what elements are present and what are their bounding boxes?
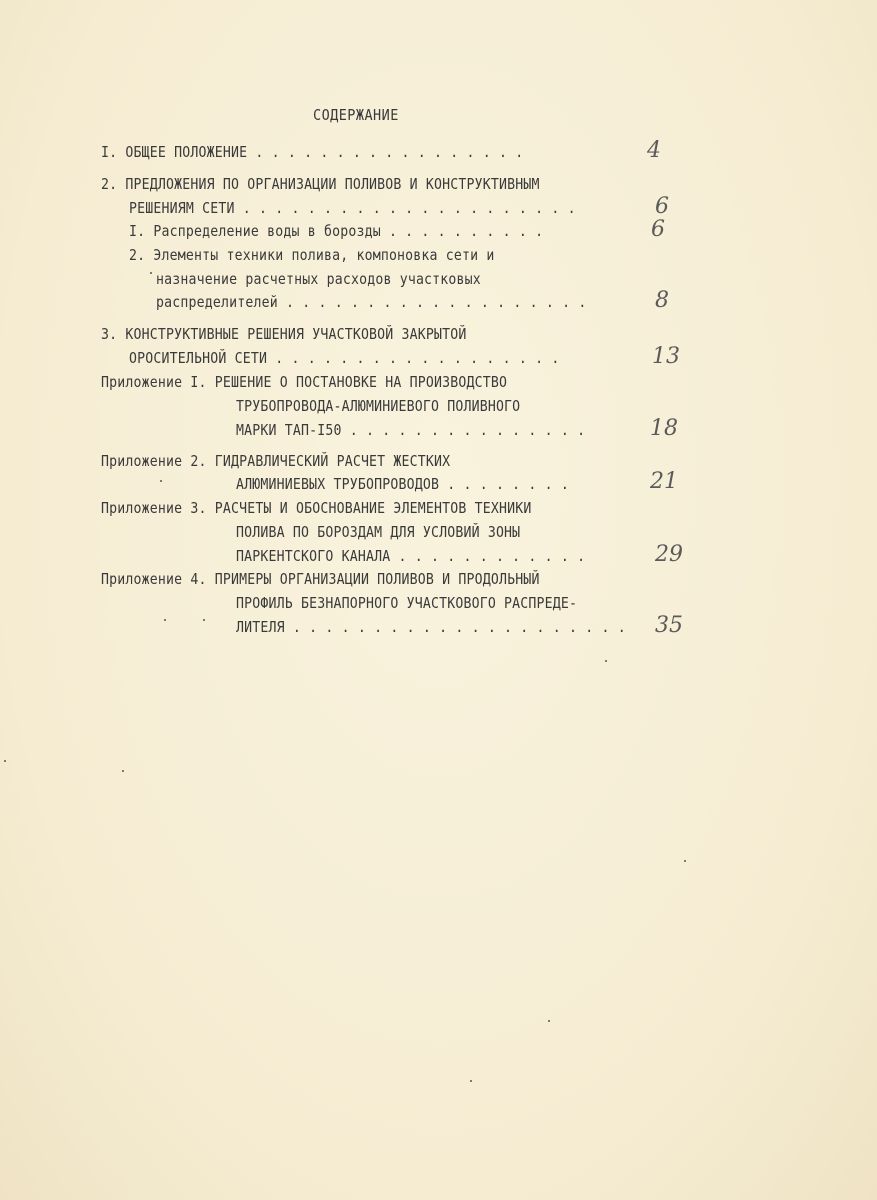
toc-entry-1-page: 4: [647, 138, 661, 163]
paper-speck: [203, 619, 205, 621]
toc-appendix-1-page: 18: [650, 416, 678, 441]
toc-entry-2-page: 6: [655, 194, 669, 219]
toc-appendix-1-line-3: МАРКИ ТАП-I50 . . . . . . . . . . . . . . .: [236, 421, 586, 439]
paper-speck: [164, 619, 166, 621]
toc-entry-3-line-1: 3. КОНСТРУКТИВНЫЕ РЕШЕНИЯ УЧАСТКОВОЙ ЗАКРЫТОЙ: [101, 325, 467, 343]
toc-entry-3-page: 13: [652, 344, 680, 369]
toc-appendix-4-line-3: ЛИТЕЛЯ . . . . . . . . . . . . . . . . . . . . .: [236, 618, 626, 636]
toc-entry-1-line-1: I. ОБЩЕЕ ПОЛОЖЕНИЕ . . . . . . . . . . . . . . . . .: [101, 143, 524, 161]
page-title: СОДЕРЖАНИЕ: [313, 106, 399, 124]
toc-appendix-1-line-1: Приложение I. РЕШЕНИЕ О ПОСТАНОВКЕ НА ПРОИЗВОДСТВО: [101, 373, 508, 391]
paper-speck: [150, 272, 152, 274]
toc-appendix-4-line-1: Приложение 4. ПРИМЕРЫ ОРГАНИЗАЦИИ ПОЛИВОВ И ПРОДОЛЬНЫЙ: [101, 570, 540, 588]
toc-appendix-3-page: 29: [655, 542, 683, 567]
toc-entry-2-line-2: РЕШЕНИЯМ СЕТИ . . . . . . . . . . . . . . . . . . . . .: [129, 199, 576, 217]
toc-appendix-2-page: 21: [650, 469, 678, 494]
paper-speck: [470, 1080, 472, 1082]
toc-appendix-2-line-1: Приложение 2. ГИДРАВЛИЧЕСКИЙ РАСЧЕТ ЖЕСТКИХ: [101, 452, 451, 470]
toc-subentry-2-2-page: 8: [655, 288, 669, 313]
toc-entry-3-line-2: ОРОСИТЕЛЬНОЙ СЕТИ . . . . . . . . . . . . . . . . . .: [129, 349, 560, 367]
paper-speck: [548, 1020, 550, 1022]
toc-appendix-2-line-2: АЛЮМИНИЕВЫХ ТРУБОПРОВОДОВ . . . . . . . .: [236, 475, 570, 493]
toc-appendix-3-line-2: ПОЛИВА ПО БОРОЗДАМ ДЛЯ УСЛОВИЙ ЗОНЫ: [236, 523, 521, 541]
toc-entry-2-line-1: 2. ПРЕДЛОЖЕНИЯ ПО ОРГАНИЗАЦИИ ПОЛИВОВ И КОНСТРУКТИВНЫМ: [101, 175, 540, 193]
paper-speck: [605, 660, 607, 662]
toc-appendix-3-line-3: ПАРКЕНТСКОГО КАНАЛА . . . . . . . . . . . .: [236, 547, 586, 565]
toc-appendix-1-line-2: ТРУБОПРОВОДА-АЛЮМИНИЕВОГО ПОЛИВНОГО: [236, 397, 521, 415]
toc-subentry-2-1-line-1: I. Распределение воды в борозды . . . . . . . . . .: [129, 222, 544, 240]
toc-subentry-2-1-page: 6: [651, 217, 665, 242]
toc-appendix-3-line-1: Приложение 3. РАСЧЕТЫ И ОБОСНОВАНИЕ ЭЛЕМЕНТОВ ТЕХНИКИ: [101, 499, 532, 517]
toc-subentry-2-2-line-1: 2. Элементы техники полива, компоновка сети и: [129, 246, 495, 264]
paper-speck: [122, 770, 124, 772]
toc-appendix-4-page: 35: [655, 613, 683, 638]
paper-speck: [4, 760, 6, 762]
paper-speck: [684, 860, 686, 862]
paper-speck: [160, 480, 162, 482]
toc-subentry-2-2-line-2: назначение расчетных расходов участковых: [156, 270, 481, 288]
toc-subentry-2-2-line-3: распределителей . . . . . . . . . . . . . . . . . . .: [156, 293, 587, 311]
toc-appendix-4-line-2: ПРОФИЛЬ БЕЗНАПОРНОГО УЧАСТКОВОГО РАСПРЕДЕ-: [236, 594, 578, 612]
